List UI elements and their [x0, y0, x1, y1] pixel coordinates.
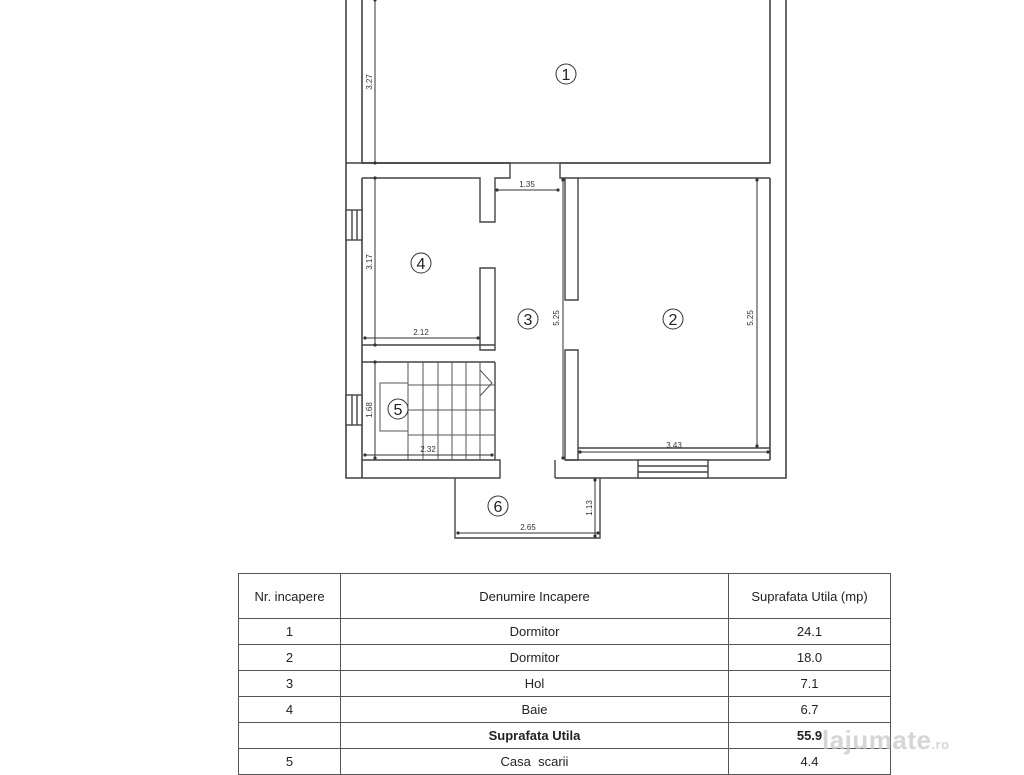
cell-name: Hol: [341, 671, 729, 697]
dim-hall-length: 5.25: [552, 310, 561, 326]
dim-room4-width: 2.12: [413, 328, 429, 337]
room-5-label: [388, 399, 408, 419]
cell-area: 18.0: [729, 645, 891, 671]
room-5-number: 5: [393, 402, 403, 419]
room-6-number: 6: [493, 499, 503, 516]
dim-balcony-depth: 1.13: [585, 500, 594, 516]
table-row: [239, 671, 891, 697]
dim-room5-height: 1.68: [365, 402, 374, 418]
table-row: [239, 645, 891, 671]
room-1-label: [556, 64, 576, 84]
table-row: [239, 697, 891, 723]
table-row: [239, 619, 891, 645]
table-row: [239, 749, 891, 775]
cell-area: 4.4: [729, 749, 891, 775]
cell-nr: [239, 723, 341, 749]
cell-nr: 1: [239, 619, 341, 645]
dim-room1-height: 3.27: [365, 74, 374, 90]
total-row: [239, 723, 891, 749]
cell-name: Dormitor: [341, 645, 729, 671]
dim-room5-width: 2.32: [420, 445, 436, 454]
room-3-number: 3: [523, 312, 533, 329]
room-4-number: 4: [416, 256, 426, 273]
dim-room2-height: 5.25: [746, 310, 755, 326]
room-2-number: 2: [668, 312, 678, 329]
watermark-text: lajumate: [822, 725, 932, 755]
room-4-label: [411, 253, 431, 273]
interior-walls: [346, 163, 770, 538]
header-room-name: Denumire Incapere: [341, 574, 729, 619]
room-6-label: [488, 496, 508, 516]
room-area-table: [238, 573, 891, 775]
cell-name: Casa scarii: [341, 749, 729, 775]
header-room-number: Nr. incapere: [239, 574, 341, 619]
cell-name: Baie: [341, 697, 729, 723]
cell-nr: 4: [239, 697, 341, 723]
watermark-logo: [822, 725, 950, 756]
dim-room2-width: 3.43: [666, 441, 682, 450]
header-room-area: Suprafata Utila (mp): [729, 574, 891, 619]
room-3-label: [518, 309, 538, 329]
cell-area: 7.1: [729, 671, 891, 697]
cell-name: Dormitor: [341, 619, 729, 645]
cell-nr: 3: [239, 671, 341, 697]
total-label: Suprafata Utila: [341, 723, 729, 749]
cell-area: 24.1: [729, 619, 891, 645]
dim-balcony-width: 2.65: [520, 523, 536, 532]
cell-area: 6.7: [729, 697, 891, 723]
cell-nr: 2: [239, 645, 341, 671]
cell-nr: 5: [239, 749, 341, 775]
total-area: 55.9: [729, 723, 891, 749]
table-header-row: [239, 574, 891, 619]
dim-room4-height: 3.17: [365, 254, 374, 270]
room-1-number: 1: [561, 67, 571, 84]
watermark-suffix: .ro: [931, 737, 950, 752]
dim-hall-opening: 1.35: [519, 180, 535, 189]
room-2-label: [663, 309, 683, 329]
